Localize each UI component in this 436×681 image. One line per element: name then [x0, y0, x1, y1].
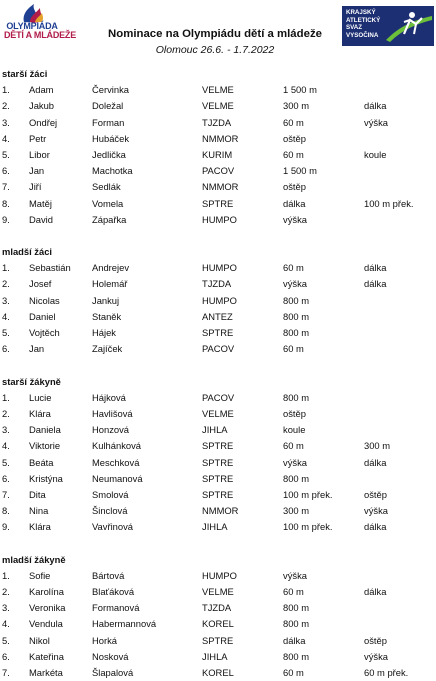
event-2: oštěp: [364, 634, 387, 646]
athlete-row: [0, 115, 436, 131]
first-name: Daniela: [29, 424, 61, 436]
section-gap: [0, 357, 436, 373]
row-number: 3.: [2, 424, 10, 436]
event-1: 1 500 m: [283, 84, 317, 96]
athlete-row: [0, 179, 436, 195]
club-code: SPTRE: [202, 488, 234, 500]
athlete-row: [0, 406, 436, 422]
event-1: 800 m: [283, 650, 310, 662]
row-number: 2.: [2, 278, 10, 290]
row-number: 2.: [2, 407, 10, 419]
last-name: Formanová: [92, 602, 140, 614]
athlete-row: [0, 309, 436, 325]
last-name: Smolová: [92, 488, 129, 500]
club-code: SPTRE: [202, 472, 234, 484]
athlete-row: [0, 131, 436, 147]
athlete-row: [0, 212, 436, 228]
section-gap: [0, 228, 436, 244]
club-code: SPTRE: [202, 327, 234, 338]
first-name: Lucie: [29, 391, 52, 403]
athlete-row: [0, 600, 436, 616]
club-code: KOREL: [202, 666, 234, 678]
event-1: oštěp: [283, 407, 306, 419]
last-name: Doležal: [92, 100, 124, 112]
athlete-row: [0, 196, 436, 212]
event-2: dálka: [364, 521, 387, 533]
event-1: 1 500 m: [283, 165, 317, 177]
event-1: 800 m: [283, 391, 310, 403]
event-1: 60 m: [283, 666, 304, 678]
club-code: VELME: [202, 586, 234, 597]
last-name: Hájková: [92, 391, 126, 403]
club-code: KOREL: [202, 618, 234, 630]
first-name: Vojtěch: [29, 327, 60, 338]
event-2: dálka: [364, 586, 387, 597]
logo-right-line: VYSOČINA: [346, 31, 379, 39]
first-name: Josef: [29, 278, 52, 290]
row-number: 3.: [2, 294, 10, 306]
kas-vysocina-logo: [342, 6, 434, 46]
row-number: 7.: [2, 666, 10, 678]
last-name: Jankuj: [92, 294, 120, 306]
row-number: 4.: [2, 440, 10, 452]
first-name: Klára: [29, 521, 51, 533]
club-code: SPTRE: [202, 440, 234, 452]
last-name: Šlapalová: [92, 666, 134, 678]
club-code: TJZDA: [202, 602, 232, 614]
last-name: Forman: [92, 116, 125, 128]
last-name: Sedlák: [92, 181, 121, 193]
club-code: HUMPO: [202, 294, 237, 306]
section-title: starší žákyně: [2, 375, 61, 387]
last-name: Červinka: [92, 84, 129, 96]
event-1: 300 m: [283, 505, 310, 517]
row-number: 5.: [2, 327, 10, 338]
event-1: oštěp: [283, 181, 306, 193]
last-name: Hájek: [92, 327, 116, 338]
first-name: Daniel: [29, 310, 56, 322]
event-1: výška: [283, 278, 307, 290]
event-2: výška: [364, 116, 388, 128]
event-2: 100 m přek.: [364, 197, 414, 209]
first-name: Nina: [29, 505, 49, 517]
athlete-row: [0, 665, 436, 681]
athlete-row: [0, 147, 436, 163]
first-name: Dita: [29, 488, 46, 500]
event-1: 800 m: [283, 310, 310, 322]
logo-right-text: [346, 9, 380, 39]
club-code: PACOV: [202, 343, 235, 355]
club-code: ANTEZ: [202, 310, 233, 322]
last-name: Neumanová: [92, 472, 143, 484]
row-number: 6.: [2, 343, 10, 355]
first-name: Kristýna: [29, 472, 63, 484]
last-name: Zápařka: [92, 213, 127, 225]
first-name: Jiří: [29, 181, 42, 193]
section-title: mladší žákyně: [2, 553, 66, 565]
event-2: výška: [364, 505, 388, 517]
last-name: Habermannová: [92, 618, 157, 630]
document-header: [0, 0, 436, 70]
event-1: výška: [283, 456, 307, 468]
last-name: Nosková: [92, 650, 129, 662]
row-number: 2.: [2, 586, 10, 597]
olympiada-logo: [4, 2, 77, 48]
event-1: 800 m: [283, 327, 310, 338]
athlete-row: [0, 390, 436, 406]
first-name: Petr: [29, 132, 47, 144]
row-number: 7.: [2, 181, 10, 193]
event-2: dálka: [364, 100, 387, 112]
event-1: 800 m: [283, 294, 310, 306]
row-number: 6.: [2, 472, 10, 484]
event-1: 60 m: [283, 116, 304, 128]
row-number: 4.: [2, 618, 10, 630]
nomination-list: [0, 66, 436, 681]
last-name: Andrejev: [92, 262, 130, 274]
first-name: Vendula: [29, 618, 63, 630]
last-name: Kulhánková: [92, 440, 141, 452]
club-code: VELME: [202, 84, 234, 96]
row-number: 5.: [2, 634, 10, 646]
last-name: Bártová: [92, 569, 125, 581]
athlete-row: [0, 616, 436, 632]
event-1: 60 m: [283, 343, 304, 355]
athlete-row: [0, 276, 436, 292]
first-name: Sofie: [29, 569, 51, 581]
club-code: SPTRE: [202, 197, 234, 209]
first-name: Jan: [29, 343, 45, 355]
club-code: PACOV: [202, 165, 235, 177]
club-code: KURIM: [202, 148, 233, 160]
athlete-row: [0, 568, 436, 584]
event-2: oštěp: [364, 488, 387, 500]
event-1: dálka: [283, 197, 306, 209]
last-name: Blaťáková: [92, 586, 135, 597]
event-2: koule: [364, 148, 387, 160]
row-number: 5.: [2, 148, 10, 160]
club-code: SPTRE: [202, 634, 234, 646]
event-1: výška: [283, 569, 307, 581]
first-name: Nicolas: [29, 294, 60, 306]
row-number: 2.: [2, 100, 10, 112]
club-code: JIHLA: [202, 424, 228, 436]
event-1: 800 m: [283, 618, 310, 630]
club-code: JIHLA: [202, 521, 228, 533]
row-number: 1.: [2, 569, 10, 581]
first-name: Nikol: [29, 634, 50, 646]
last-name: Honzová: [92, 424, 130, 436]
row-number: 9.: [2, 521, 10, 533]
first-name: David: [29, 213, 53, 225]
row-number: 3.: [2, 116, 10, 128]
athlete-row: [0, 163, 436, 179]
logo-right-line: ATLETICKÝ: [346, 16, 381, 24]
row-number: 1.: [2, 262, 10, 274]
first-name: Viktorie: [29, 440, 61, 452]
first-name: Kateřina: [29, 650, 64, 662]
athlete-row: [0, 422, 436, 438]
club-code: VELME: [202, 100, 234, 112]
section-gap: [0, 535, 436, 551]
last-name: Zajíček: [92, 343, 123, 355]
first-name: Ondřej: [29, 116, 58, 128]
club-code: VELME: [202, 407, 234, 419]
section-title: mladší žáci: [2, 246, 53, 258]
athlete-row: [0, 649, 436, 665]
athlete-row: [0, 503, 436, 519]
event-1: oštěp: [283, 132, 306, 144]
last-name: Vavřinová: [92, 521, 133, 533]
athlete-row: [0, 98, 436, 114]
first-name: Matěj: [29, 197, 52, 209]
event-1: dálka: [283, 634, 306, 646]
club-code: TJZDA: [202, 278, 232, 290]
row-number: 4.: [2, 310, 10, 322]
athlete-row: [0, 487, 436, 503]
athlete-row: [0, 293, 436, 309]
athlete-row: [0, 82, 436, 98]
club-code: NMMOR: [202, 132, 239, 144]
section-title: starší žáci: [2, 68, 48, 79]
first-name: Markéta: [29, 666, 63, 678]
row-number: 1.: [2, 84, 10, 96]
last-name: Vomela: [92, 197, 124, 209]
event-2: výška: [364, 650, 388, 662]
first-name: Klára: [29, 407, 51, 419]
club-code: HUMPO: [202, 213, 237, 225]
row-number: 6.: [2, 650, 10, 662]
last-name: Hubáček: [92, 132, 130, 144]
event-2: 60 m přek.: [364, 666, 409, 678]
first-name: Libor: [29, 148, 50, 160]
first-name: Beáta: [29, 456, 54, 468]
athlete-row: [0, 633, 436, 649]
row-number: 5.: [2, 456, 10, 468]
event-1: 800 m: [283, 472, 310, 484]
row-number: 9.: [2, 213, 10, 225]
last-name: Šinclová: [92, 505, 128, 517]
row-number: 4.: [2, 132, 10, 144]
event-1: 100 m přek.: [283, 521, 333, 533]
event-2: dálka: [364, 278, 387, 290]
row-number: 7.: [2, 488, 10, 500]
page-title: Nominace na Olympiádu dětí a mládeže: [108, 28, 322, 40]
athlete-row: [0, 455, 436, 471]
event-2: dálka: [364, 262, 387, 274]
club-code: PACOV: [202, 391, 235, 403]
athlete-row: [0, 471, 436, 487]
row-number: 1.: [2, 391, 10, 403]
page-subtitle: Olomouc 26.6. - 1.7.2022: [155, 44, 275, 56]
row-number: 6.: [2, 165, 10, 177]
athlete-row: [0, 519, 436, 535]
athlete-row: [0, 325, 436, 341]
row-number: 3.: [2, 602, 10, 614]
logo-right-line: KRAJSKÝ: [346, 9, 376, 16]
logo-right-line: SVAZ: [346, 24, 363, 32]
first-name: Sebastián: [29, 262, 71, 274]
athlete-row: [0, 341, 436, 357]
club-code: SPTRE: [202, 456, 234, 468]
last-name: Meschková: [92, 456, 140, 468]
first-name: Jakub: [29, 100, 55, 112]
event-2: 300 m: [364, 440, 391, 452]
club-code: TJZDA: [202, 116, 232, 128]
first-name: Jan: [29, 165, 45, 177]
club-code: HUMPO: [202, 262, 237, 274]
event-1: 800 m: [283, 602, 310, 614]
athlete-row: [0, 438, 436, 454]
club-code: NMMOR: [202, 181, 239, 193]
last-name: Staněk: [92, 310, 122, 322]
logo-left-line1: OLYMPIÁDA: [6, 21, 58, 31]
athlete-row: [0, 584, 436, 600]
club-code: NMMOR: [202, 505, 239, 517]
event-1: 60 m: [283, 586, 304, 597]
row-number: 8.: [2, 197, 10, 209]
event-1: 60 m: [283, 440, 304, 452]
event-1: 60 m: [283, 262, 304, 274]
event-1: 60 m: [283, 148, 304, 160]
athlete-row: [0, 260, 436, 276]
last-name: Havlišová: [92, 407, 133, 419]
club-code: HUMPO: [202, 569, 237, 581]
club-code: JIHLA: [202, 650, 228, 662]
logo-left-line2: DĚTÍ A MLÁDEŽE: [4, 30, 77, 40]
first-name: Adam: [29, 84, 54, 96]
row-number: 8.: [2, 505, 10, 517]
first-name: Karolína: [29, 586, 64, 597]
last-name: Jedlička: [92, 148, 126, 160]
first-name: Veronika: [29, 602, 66, 614]
event-1: 300 m: [283, 100, 310, 112]
last-name: Horká: [92, 634, 118, 646]
event-1: 100 m přek.: [283, 488, 333, 500]
last-name: Holemář: [92, 278, 128, 290]
event-2: dálka: [364, 456, 387, 468]
last-name: Machotka: [92, 165, 133, 177]
event-1: výška: [283, 213, 307, 225]
event-1: koule: [283, 424, 306, 436]
